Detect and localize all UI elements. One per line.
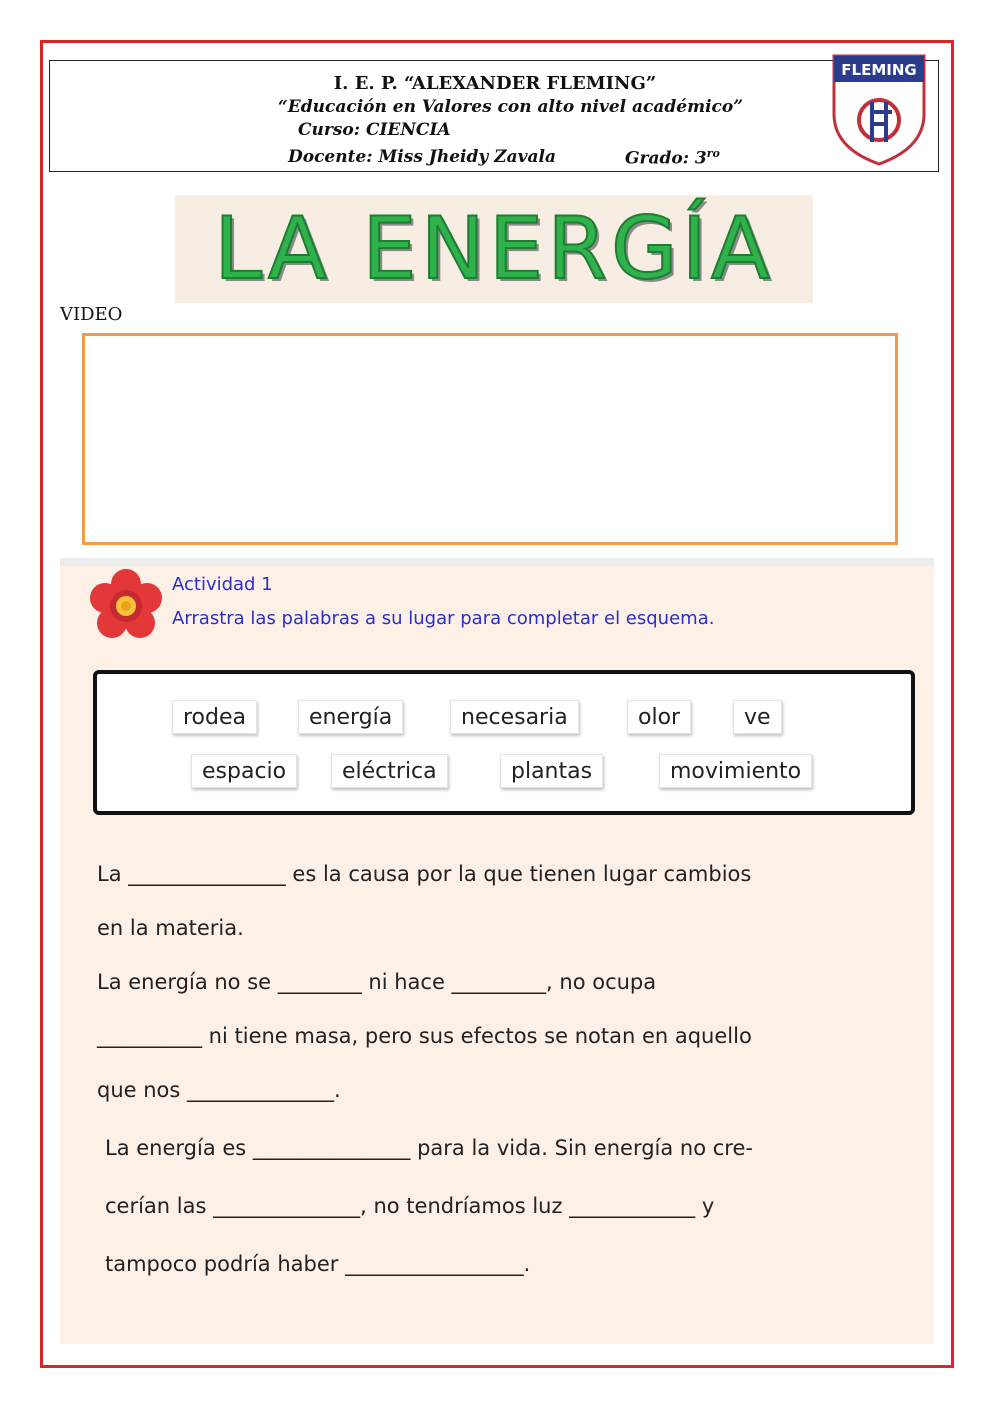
logo-text: FLEMING [841, 61, 917, 79]
grade-label [625, 147, 720, 169]
activity-title: Actividad 1 [172, 574, 273, 595]
sentence-line-7[interactable]: cerían las ______________, no tendríamos luz ____________ y [105, 1194, 715, 1218]
video-placeholder[interactable] [82, 333, 898, 545]
teacher-label: Docente: Miss Jheidy Zavala [288, 147, 556, 167]
sentence-line-1[interactable]: La _______________ es la causa por la que tienen lugar cambios [97, 862, 752, 886]
sentence-line-6[interactable]: La energía es _______________ para la vida. Sin energía no cre- [105, 1136, 753, 1160]
title-banner [175, 195, 813, 303]
sentence-line-5[interactable]: que nos ______________. [97, 1078, 341, 1102]
word-chip-olor[interactable]: olor [627, 700, 691, 734]
word-chip-rodea[interactable]: rodea [172, 700, 257, 734]
page-title: LA ENERGÍA [214, 199, 774, 299]
school-name: I. E. P. “ALEXANDER FLEMING” [333, 73, 657, 94]
school-motto: “Educación en Valores con alto nivel académico” [278, 97, 744, 117]
sentence-line-3[interactable]: La energía no se ________ ni hace _________, no ocupa [97, 970, 657, 994]
video-label: VIDEO [60, 304, 123, 325]
word-chip-energia[interactable]: energía [298, 700, 403, 734]
course-label: Curso: CIENCIA [298, 120, 451, 140]
word-chip-plantas[interactable]: plantas [500, 754, 603, 788]
word-chip-ve[interactable]: ve [733, 700, 782, 734]
flower-icon [88, 568, 164, 644]
word-bank [93, 670, 915, 815]
grade-text: Grado: 3 [625, 148, 707, 169]
word-chip-movimiento[interactable]: movimiento [659, 754, 812, 788]
word-chip-electrica[interactable]: eléctrica [331, 754, 448, 788]
grade-suffix: ro [706, 147, 720, 160]
word-chip-necesaria[interactable]: necesaria [450, 700, 579, 734]
sentence-line-4[interactable]: __________ ni tiene masa, pero sus efectos se notan en aquello [97, 1024, 752, 1048]
sentence-line-2: en la materia. [97, 916, 244, 940]
activity-panel [60, 558, 934, 1344]
header-box [49, 60, 939, 172]
sentence-line-8[interactable]: tampoco podría haber _________________. [105, 1252, 531, 1276]
activity-top-strip [60, 558, 934, 566]
school-logo [830, 52, 928, 166]
word-chip-espacio[interactable]: espacio [191, 754, 297, 788]
activity-instruction: Arrastra las palabras a su lugar para completar el esquema. [172, 608, 715, 629]
